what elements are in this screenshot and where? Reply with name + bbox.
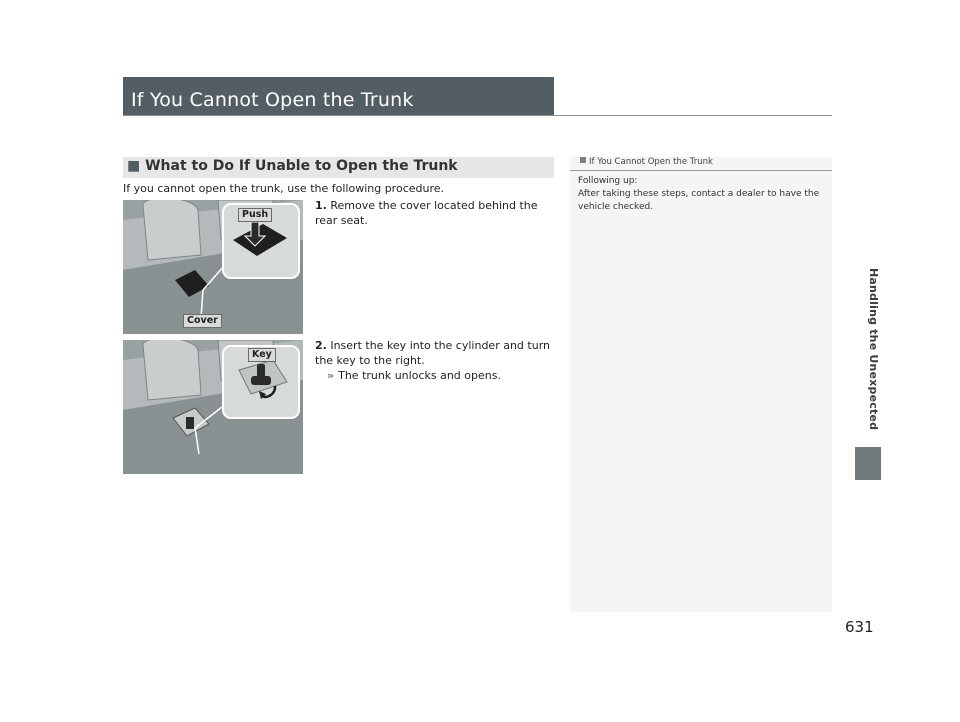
step-1 (315, 198, 553, 228)
chapter-tab-marker (855, 447, 881, 480)
note-line-2: After taking these steps, contact a dealer to have the vehicle checked. (578, 189, 820, 212)
intro-text: If you cannot open the trunk, use the following procedure. (123, 182, 445, 195)
section-heading-bar (123, 157, 554, 178)
push-label: Push (238, 208, 272, 222)
note-heading-text: If You Cannot Open the Trunk (589, 157, 713, 167)
page-title-bar (123, 77, 554, 115)
note-line-1: Following up: (578, 176, 638, 186)
note-header (570, 157, 832, 171)
section-marker-icon: ■ (127, 158, 141, 174)
note-panel (570, 157, 832, 612)
step-2-number: 2. (315, 339, 327, 352)
chapter-tab-label: Handling the Unexpected (867, 268, 880, 431)
step-2 (315, 338, 553, 383)
figure-insert-key (123, 340, 303, 474)
cover-label: Cover (183, 314, 222, 328)
result-arrow-icon: » (327, 369, 335, 382)
section-heading-text: What to Do If Unable to Open the Trunk (145, 158, 458, 174)
figure-remove-cover (123, 200, 303, 334)
section-heading (127, 158, 458, 174)
key-label: Key (248, 348, 276, 362)
step-2-result-text: The trunk unlocks and opens. (338, 369, 501, 382)
title-rule (123, 115, 832, 116)
page-title: If You Cannot Open the Trunk (131, 89, 414, 111)
key-illustration (123, 340, 303, 474)
note-heading (580, 157, 713, 167)
note-marker-icon (580, 157, 586, 163)
note-body (578, 175, 828, 214)
step-1-number: 1. (315, 199, 327, 212)
page-number: 631 (845, 618, 874, 636)
step-1-text: Remove the cover located behind the rear seat. (315, 199, 538, 227)
step-2-result (315, 368, 553, 383)
step-2-text: Insert the key into the cylinder and turn the key to the right. (315, 339, 550, 367)
